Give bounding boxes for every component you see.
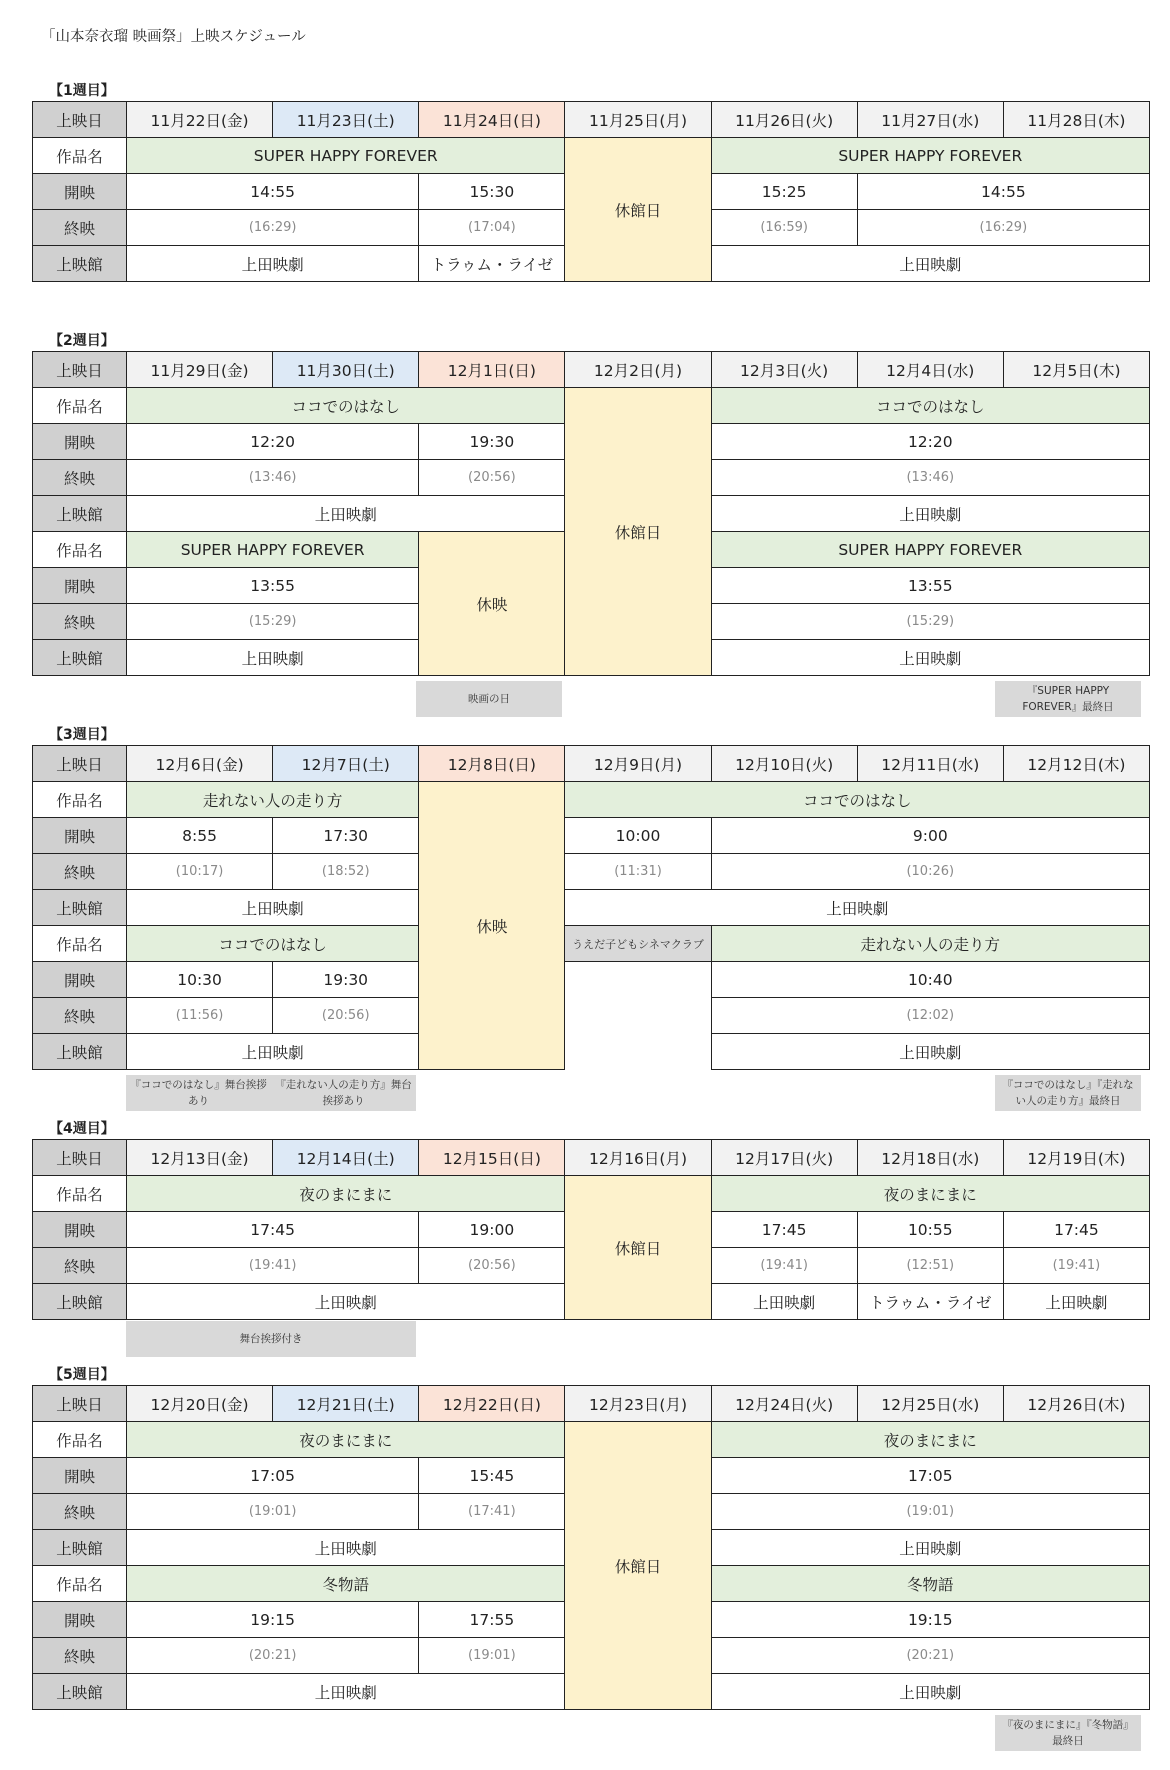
day-cell: 11月27日(水) xyxy=(857,102,1003,138)
day-cell: 11月28日(木) xyxy=(1003,102,1149,138)
day-cell: 12月22日(日) xyxy=(419,1386,565,1422)
theater: 上田映劇 xyxy=(711,1034,1149,1070)
row-label: 終映 xyxy=(33,854,127,890)
theater: 上田映劇 xyxy=(565,890,1150,926)
theater: 上田映劇 xyxy=(711,1530,1149,1566)
day-cell: 12月20日(金) xyxy=(127,1386,273,1422)
day-cell: 12月4日(水) xyxy=(857,352,1003,388)
day-cell: 12月8日(日) xyxy=(419,746,565,782)
date-row xyxy=(33,1386,1150,1422)
start-time: 13:55 xyxy=(127,568,419,604)
end-row xyxy=(33,854,1150,890)
row-label: 開映 xyxy=(33,424,127,460)
start-time: 17:55 xyxy=(419,1602,565,1638)
day-cell: 12月21日(土) xyxy=(273,1386,419,1422)
note-final-day: 『夜のまにまに』『冬物語』最終日 xyxy=(995,1715,1141,1751)
theater: 上田映劇 xyxy=(127,246,419,282)
start-time: 17:45 xyxy=(1003,1212,1149,1248)
end-time: (19:41) xyxy=(1003,1248,1149,1284)
row-label: 上映館 xyxy=(33,1034,127,1070)
theater: 上田映劇 xyxy=(127,1034,419,1070)
row-label: 終映 xyxy=(33,460,127,496)
row-label: 開映 xyxy=(33,1602,127,1638)
day-cell: 11月25日(月) xyxy=(565,102,711,138)
film-title: SUPER HAPPY FOREVER xyxy=(127,532,419,568)
week-3-table xyxy=(32,745,1150,1070)
week-5-label: 【5週目】 xyxy=(49,1367,115,1383)
day-cell: 12月1日(日) xyxy=(419,352,565,388)
start-row xyxy=(33,818,1150,854)
end-time: (12:51) xyxy=(857,1248,1003,1284)
week-4-label: 【4週目】 xyxy=(49,1121,115,1137)
film-title: 走れない人の走り方 xyxy=(127,782,419,818)
day-cell: 12月26日(木) xyxy=(1003,1386,1149,1422)
end-time: (19:41) xyxy=(711,1248,857,1284)
film-title: SUPER HAPPY FOREVER xyxy=(711,532,1149,568)
day-cell: 12月9日(月) xyxy=(565,746,711,782)
start-time: 14:55 xyxy=(127,174,419,210)
theater: 上田映劇 xyxy=(711,246,1149,282)
theater: トラゥム・ライゼ xyxy=(419,246,565,282)
day-cell: 12月19日(木) xyxy=(1003,1140,1149,1176)
date-row xyxy=(33,352,1150,388)
start-row xyxy=(33,962,1150,998)
row-label: 作品名 xyxy=(33,1176,127,1212)
start-time: 19:30 xyxy=(419,424,565,460)
film-title: 冬物語 xyxy=(711,1566,1149,1602)
day-cell: 12月7日(土) xyxy=(273,746,419,782)
day-cell: 12月2日(月) xyxy=(565,352,711,388)
end-time: (10:26) xyxy=(711,854,1149,890)
film-title: 夜のまにまに xyxy=(127,1422,565,1458)
end-time: (15:29) xyxy=(127,604,419,640)
end-time: (17:04) xyxy=(419,210,565,246)
day-cell: 12月16日(月) xyxy=(565,1140,711,1176)
closed-day: 休館日 xyxy=(565,388,711,676)
theater-row xyxy=(33,890,1150,926)
end-time: (17:41) xyxy=(419,1494,565,1530)
start-time: 14:55 xyxy=(857,174,1149,210)
theater: 上田映劇 xyxy=(127,1284,565,1320)
film-title: SUPER HAPPY FOREVER xyxy=(711,138,1149,174)
end-time: (19:01) xyxy=(711,1494,1149,1530)
day-cell: 11月26日(火) xyxy=(711,102,857,138)
day-cell: 11月22日(金) xyxy=(127,102,273,138)
start-time: 15:25 xyxy=(711,174,857,210)
day-cell: 12月15日(日) xyxy=(419,1140,565,1176)
day-cell: 12月24日(火) xyxy=(711,1386,857,1422)
theater: 上田映劇 xyxy=(127,640,419,676)
start-time: 17:45 xyxy=(127,1212,419,1248)
film-row xyxy=(33,926,1150,962)
theater: 上田映劇 xyxy=(1003,1284,1149,1320)
row-label: 開映 xyxy=(33,1458,127,1494)
club-label: うえだ子どもシネマクラブ xyxy=(565,926,711,962)
end-time: (16:59) xyxy=(711,210,857,246)
start-time: 12:20 xyxy=(127,424,419,460)
end-time: (20:21) xyxy=(711,1638,1149,1674)
week-2-table xyxy=(32,351,1150,676)
film-title: 夜のまにまに xyxy=(711,1422,1149,1458)
film-row xyxy=(33,388,1150,424)
end-time: (15:29) xyxy=(711,604,1149,640)
day-cell: 12月5日(木) xyxy=(1003,352,1149,388)
theater: 上田映劇 xyxy=(127,1530,565,1566)
week-3-label: 【3週目】 xyxy=(49,727,115,743)
film-title: ココでのはなし xyxy=(127,926,419,962)
end-time: (11:56) xyxy=(127,998,273,1034)
week-5-table xyxy=(32,1385,1150,1710)
end-time: (20:56) xyxy=(419,460,565,496)
day-cell: 12月3日(火) xyxy=(711,352,857,388)
end-time: (19:01) xyxy=(419,1638,565,1674)
day-cell: 12月18日(水) xyxy=(857,1140,1003,1176)
film-title: 夜のまにまに xyxy=(127,1176,565,1212)
start-time: 15:45 xyxy=(419,1458,565,1494)
row-label: 終映 xyxy=(33,604,127,640)
row-label: 終映 xyxy=(33,998,127,1034)
date-row xyxy=(33,102,1150,138)
row-label: 上映日 xyxy=(33,1386,127,1422)
page-title: 「山本奈衣瑠 映画祭」上映スケジュール xyxy=(41,29,306,45)
theater: トラゥム・ライゼ xyxy=(857,1284,1003,1320)
date-row xyxy=(33,1140,1150,1176)
row-label: 上映日 xyxy=(33,746,127,782)
day-cell: 11月24日(日) xyxy=(419,102,565,138)
end-time: (19:41) xyxy=(127,1248,419,1284)
row-label: 作品名 xyxy=(33,532,127,568)
row-label: 作品名 xyxy=(33,1566,127,1602)
row-label: 上映館 xyxy=(33,1674,127,1710)
start-time: 10:55 xyxy=(857,1212,1003,1248)
day-cell: 12月11日(水) xyxy=(857,746,1003,782)
day-cell: 12月23日(月) xyxy=(565,1386,711,1422)
day-cell: 11月29日(金) xyxy=(127,352,273,388)
end-time: (13:46) xyxy=(711,460,1149,496)
closed-day: 休館日 xyxy=(565,138,711,282)
theater: 上田映劇 xyxy=(127,890,419,926)
film-title: 走れない人の走り方 xyxy=(711,926,1149,962)
row-label: 作品名 xyxy=(33,388,127,424)
row-label: 作品名 xyxy=(33,138,127,174)
row-label: 上映館 xyxy=(33,890,127,926)
day-cell: 12月14日(土) xyxy=(273,1140,419,1176)
start-time: 13:55 xyxy=(711,568,1149,604)
film-title: ココでのはなし xyxy=(711,388,1149,424)
empty-cell xyxy=(565,962,711,1070)
day-cell: 12月6日(金) xyxy=(127,746,273,782)
row-label: 上映館 xyxy=(33,1530,127,1566)
day-cell: 11月23日(土) xyxy=(273,102,419,138)
theater: 上田映劇 xyxy=(711,1284,857,1320)
week-2-label: 【2週目】 xyxy=(49,333,115,349)
start-time: 10:40 xyxy=(711,962,1149,998)
film-title: ココでのはなし xyxy=(565,782,1150,818)
note-stage-greeting: 舞台挨拶付き xyxy=(126,1321,416,1357)
theater: 上田映劇 xyxy=(711,496,1149,532)
row-label: 上映館 xyxy=(33,640,127,676)
film-row xyxy=(33,1176,1150,1212)
row-label: 上映日 xyxy=(33,102,127,138)
theater: 上田映劇 xyxy=(127,496,565,532)
end-time: (16:29) xyxy=(127,210,419,246)
day-cell: 11月30日(土) xyxy=(273,352,419,388)
end-time: (20:21) xyxy=(127,1638,419,1674)
row-label: 終映 xyxy=(33,1494,127,1530)
day-cell: 12月13日(金) xyxy=(127,1140,273,1176)
end-time: (20:56) xyxy=(419,1248,565,1284)
film-title: 冬物語 xyxy=(127,1566,565,1602)
start-time: 19:15 xyxy=(127,1602,419,1638)
row-label: 作品名 xyxy=(33,782,127,818)
start-time: 10:00 xyxy=(565,818,711,854)
week-4-table xyxy=(32,1139,1150,1320)
row-label: 開映 xyxy=(33,568,127,604)
start-time: 19:30 xyxy=(273,962,419,998)
row-label: 開映 xyxy=(33,818,127,854)
end-time: (13:46) xyxy=(127,460,419,496)
row-label: 作品名 xyxy=(33,926,127,962)
week-1-table xyxy=(32,101,1150,282)
row-label: 終映 xyxy=(33,1638,127,1674)
end-time: (12:02) xyxy=(711,998,1149,1034)
film-row xyxy=(33,1422,1150,1458)
start-time: 17:30 xyxy=(273,818,419,854)
film-row xyxy=(33,138,1150,174)
row-label: 上映日 xyxy=(33,1140,127,1176)
start-time: 12:20 xyxy=(711,424,1149,460)
row-label: 作品名 xyxy=(33,1422,127,1458)
theater: 上田映劇 xyxy=(711,640,1149,676)
end-time: (19:01) xyxy=(127,1494,419,1530)
note-final-day: 『ココでのはなし』『走れない人の走り方』最終日 xyxy=(995,1075,1141,1111)
note-stage-greeting: 『走れない人の走り方』舞台挨拶あり xyxy=(271,1075,416,1111)
closed-day: 休館日 xyxy=(565,1176,711,1320)
film-title: ココでのはなし xyxy=(127,388,565,424)
start-time: 8:55 xyxy=(127,818,273,854)
row-label: 終映 xyxy=(33,210,127,246)
film-title: SUPER HAPPY FOREVER xyxy=(127,138,565,174)
start-time: 9:00 xyxy=(711,818,1149,854)
theater: 上田映劇 xyxy=(711,1674,1149,1710)
note-movie-day: 映画の日 xyxy=(416,681,562,717)
date-row xyxy=(33,746,1150,782)
start-time: 17:45 xyxy=(711,1212,857,1248)
day-cell: 12月17日(火) xyxy=(711,1140,857,1176)
start-time: 19:15 xyxy=(711,1602,1149,1638)
no-screening: 休映 xyxy=(419,782,565,1070)
start-time: 17:05 xyxy=(127,1458,419,1494)
week-1-label: 【1週目】 xyxy=(49,83,115,99)
note-stage-greeting: 『ココでのはなし』舞台挨拶あり xyxy=(126,1075,271,1111)
row-label: 開映 xyxy=(33,174,127,210)
day-cell: 12月25日(水) xyxy=(857,1386,1003,1422)
start-time: 19:00 xyxy=(419,1212,565,1248)
start-time: 10:30 xyxy=(127,962,273,998)
end-time: (16:29) xyxy=(857,210,1149,246)
no-screening: 休映 xyxy=(419,532,565,676)
day-cell: 12月10日(火) xyxy=(711,746,857,782)
row-label: 開映 xyxy=(33,962,127,998)
row-label: 終映 xyxy=(33,1248,127,1284)
end-time: (18:52) xyxy=(273,854,419,890)
end-time: (20:56) xyxy=(273,998,419,1034)
day-cell: 12月12日(木) xyxy=(1003,746,1149,782)
note-final-day: 『SUPER HAPPY FOREVER』最終日 xyxy=(995,681,1141,717)
row-label: 上映館 xyxy=(33,246,127,282)
row-label: 上映館 xyxy=(33,1284,127,1320)
end-time: (10:17) xyxy=(127,854,273,890)
row-label: 上映館 xyxy=(33,496,127,532)
film-row xyxy=(33,782,1150,818)
start-time: 15:30 xyxy=(419,174,565,210)
row-label: 開映 xyxy=(33,1212,127,1248)
row-label: 上映日 xyxy=(33,352,127,388)
closed-day: 休館日 xyxy=(565,1422,711,1710)
film-title: 夜のまにまに xyxy=(711,1176,1149,1212)
theater: 上田映劇 xyxy=(127,1674,565,1710)
start-time: 17:05 xyxy=(711,1458,1149,1494)
end-time: (11:31) xyxy=(565,854,711,890)
